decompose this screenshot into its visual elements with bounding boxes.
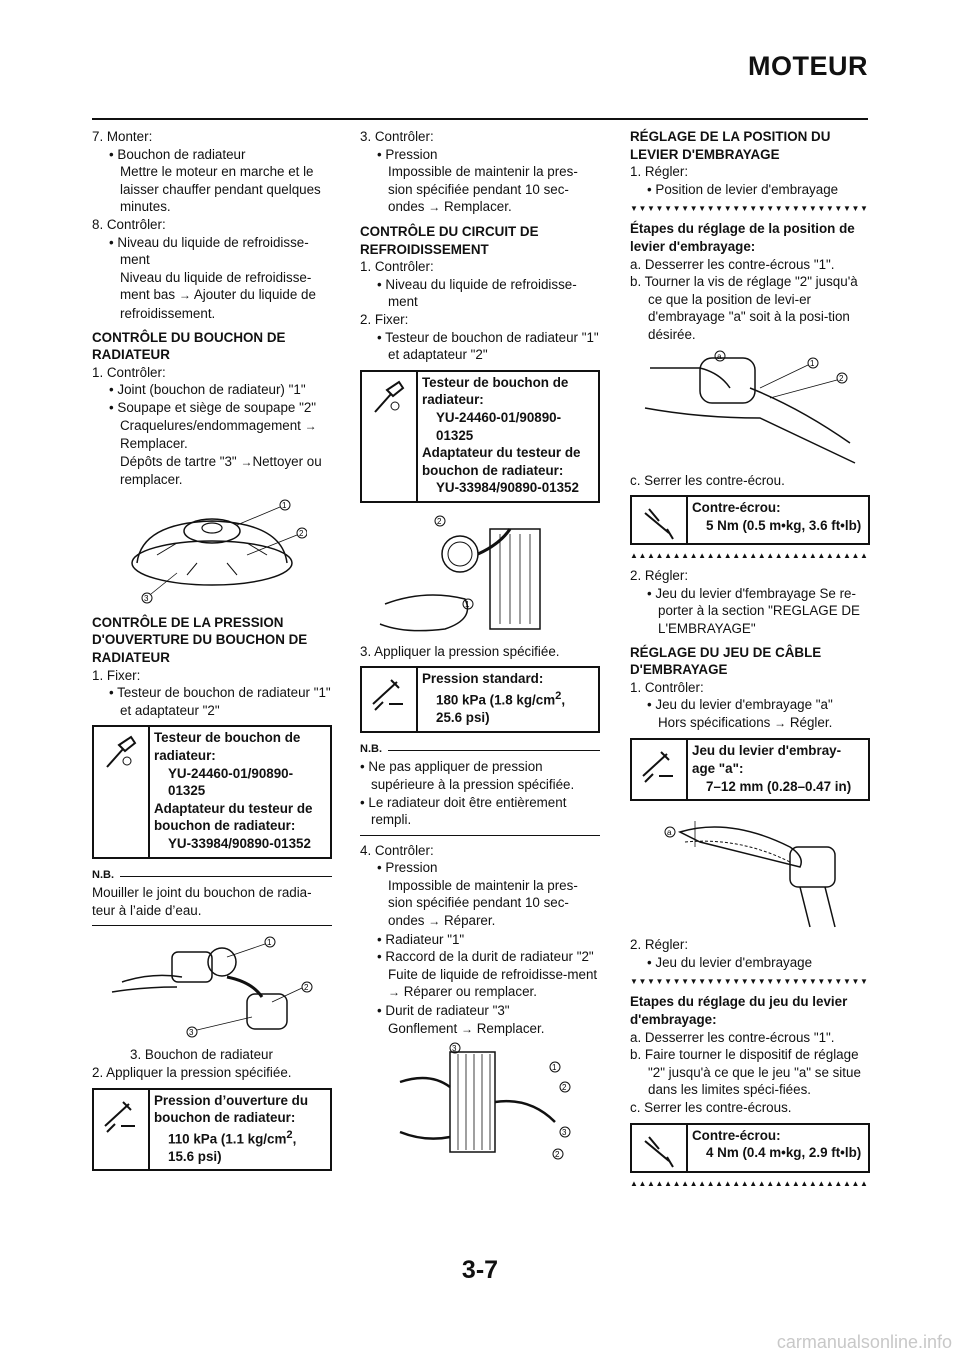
arrow-icon: →	[428, 914, 441, 929]
bullet: • Raccord de la durit de radiateur "2"	[377, 949, 594, 965]
step-2: 2. Régler:	[630, 568, 689, 584]
svg-text:1: 1	[282, 500, 287, 510]
torque-spec-box	[630, 495, 870, 545]
text: Dépôts de tartre "3" →Nettoyer ou remplacer.	[120, 453, 322, 488]
step-2: 2. Régler:	[630, 937, 689, 953]
box-label: Contre-écrou:	[692, 500, 781, 516]
svg-text:2: 2	[304, 983, 309, 993]
header-rule	[92, 118, 868, 120]
torque-spec-box	[360, 666, 600, 732]
column-3	[630, 128, 870, 1195]
tool-icon	[94, 727, 150, 856]
bullet: • Niveau du liquide de refroidisse-ment	[377, 276, 577, 310]
step-1: 1. Fixer:	[92, 667, 141, 683]
section-heading: CONTRÔLE DU CIRCUIT DE REFROIDISSEMENT	[360, 223, 539, 257]
wrench-icon	[362, 668, 418, 730]
bullet: • Testeur de bouchon de radiateur "1" et adaptateur "2"	[377, 329, 599, 363]
box-value: 110 kPa (1.1 $kg/cm^2$, 15.6 psi)	[168, 1128, 297, 1164]
torque-spec-box	[92, 1088, 332, 1172]
bullet: • Soupape et siège de soupape "2"	[109, 399, 317, 415]
torque-spec-box	[630, 1123, 870, 1173]
svg-text:a: a	[667, 828, 672, 838]
svg-text:1: 1	[552, 1063, 557, 1073]
step-8: 8. Contrôler:	[92, 216, 166, 232]
arrow-icon: →	[240, 454, 253, 469]
arrow-icon: →	[774, 715, 787, 730]
text: Mettre le moteur en marche et le laisser chauffer pendant quelques minutes.	[120, 164, 321, 215]
box-value: 180 kPa (1.8 $kg/cm^2$, 25.6 psi)	[436, 690, 566, 726]
svg-text:2: 2	[555, 1150, 560, 1160]
note-label: N.B.	[92, 868, 114, 881]
bullet: • Jeu du levier d'embrayage "a"	[647, 697, 833, 713]
column-1	[92, 128, 332, 1177]
text: Fuite de liquide de refroidisse-ment → Réparer ou remplacer.	[388, 966, 598, 1000]
step-2: 2. Fixer:	[360, 311, 409, 327]
section-heading: RÉGLAGE DU JEU DE CÂBLE D'EMBRAYAGE	[630, 644, 822, 678]
svg-text:2: 2	[839, 373, 844, 383]
page-header-title: MOTEUR	[748, 51, 868, 81]
note-text: • Le radiateur doit être entièrement rempli.	[360, 794, 567, 828]
box-value: YU-24460-01/90890-01325	[436, 409, 562, 443]
arrow-icon: →	[178, 288, 191, 303]
arrow-icon: →	[428, 200, 441, 215]
note-text: • Ne pas appliquer de pression supérieure à la pression spécifiée.	[360, 759, 575, 792]
page-number: 3-7	[461, 1256, 499, 1284]
steps-start-marker: ▼▼▼▼▼▼▼▼▼▼▼▼▼▼▼▼▼▼▼▼▼▼▼▼▼▼▼▼	[630, 204, 869, 214]
box-value: 7–12 mm (0.28–0.47 in)	[706, 778, 852, 794]
clutch-lever-position-figure	[640, 348, 860, 468]
section-heading: CONTRÔLE DE LA PRESSION D'OUVERTURE DU BOUCHON DE RADIATEUR	[92, 614, 308, 666]
caption: 3. Bouchon de radiateur	[130, 1047, 273, 1063]
radiator-cap-figure	[117, 493, 307, 608]
note-text: Mouiller le joint du bouchon de radia-teur à l’aide d’eau.	[92, 885, 312, 918]
box-label: Testeur de bouchon de radiateur:	[154, 730, 301, 764]
step-7: 7. Monter:	[92, 129, 153, 144]
sub-step: a. Desserrer les contre-écrous "1".	[630, 1029, 835, 1045]
box-value: YU-24460-01/90890-01325	[168, 765, 294, 799]
note-block	[360, 741, 600, 836]
box-value: YU-33984/90890-01352	[168, 836, 311, 851]
arrow-icon: →	[460, 1021, 473, 1036]
steps-start-marker: ▼▼▼▼▼▼▼▼▼▼▼▼▼▼▼▼▼▼▼▼▼▼▼▼▼▼▼▼	[630, 977, 869, 987]
bullet: • Durit de radiateur "3"	[377, 1003, 510, 1019]
box-label: Jeu du levier d'embray-age "a":	[692, 743, 842, 777]
sub-step: b. Faire tourner le dispositif de réglage "2" jusqu'à ce que le jeu "a" se situe dans les limites spéci-fiées.	[630, 1047, 861, 1098]
step-4: 4. Contrôler:	[360, 842, 434, 858]
text: Niveau du liquide de refroidisse-ment bas → Ajouter du liquide de refroidissement.	[120, 269, 316, 321]
tool-spec-box	[92, 725, 332, 858]
column-2	[360, 128, 600, 1166]
step-3: 3. Contrôler:	[360, 129, 434, 144]
section-heading: CONTRÔLE DU BOUCHON DE RADIATEUR	[92, 329, 286, 363]
watermark: carmanualsonline.info	[776, 1332, 952, 1353]
tool-spec-box	[360, 370, 600, 503]
sub-step: c. Serrer les contre-écrous.	[630, 1100, 792, 1115]
sub-step: c. Serrer les contre-écrou.	[630, 472, 785, 488]
step-3: 3. Appliquer la pression spécifiée.	[360, 643, 560, 659]
svg-text:3: 3	[452, 1044, 457, 1054]
svg-text:3: 3	[189, 1028, 194, 1038]
box-value: YU-33984/90890-01352	[436, 480, 579, 496]
wrench-icon	[632, 1125, 688, 1171]
svg-text:1: 1	[810, 358, 815, 368]
sub-step: a. Desserrer les contre-écrous "1".	[630, 256, 835, 272]
text: Impossible de maintenir la pres-sion spécifiée pendant 10 sec-ondes → Réparer.	[388, 877, 578, 929]
svg-text:3: 3	[144, 593, 149, 603]
step-1: 1. Contrôler:	[92, 364, 166, 380]
box-label: Testeur de bouchon de radiateur:	[422, 374, 569, 408]
box-value: 5 Nm (0.5 m•kg, 3.6 ft•lb)	[706, 517, 862, 533]
bullet: • Joint (bouchon de radiateur) "1"	[109, 382, 306, 398]
svg-text:1: 1	[267, 938, 272, 948]
bullet: • Bouchon de radiateur	[109, 146, 246, 162]
cap-tester-figure	[102, 932, 322, 1042]
clutch-lever-play-figure	[640, 807, 860, 932]
bullet: • Radiateur "1"	[377, 931, 465, 947]
arrow-icon: →	[304, 418, 317, 433]
bullet: • Niveau du liquide de refroidisse-ment	[109, 234, 309, 268]
torque-spec-box	[630, 738, 870, 801]
svg-text:a: a	[717, 351, 722, 361]
box-value: 4 Nm (0.4 m•kg, 2.9 ft•lb)	[706, 1145, 862, 1161]
svg-text:2: 2	[299, 528, 304, 538]
wrench-icon	[632, 497, 688, 543]
pressure-test-figure	[365, 509, 595, 639]
step-1: 1. Contrôler:	[360, 259, 434, 275]
bullet: • Jeu du levier d'embrayage	[647, 954, 813, 970]
note-block	[92, 867, 332, 927]
section-heading: RÉGLAGE DE LA POSITION DU LEVIER D'EMBRAYAGE	[630, 129, 831, 162]
text: Impossible de maintenir la pres-sion spécifiée pendant 10 sec-ondes → Remplacer.	[388, 164, 578, 215]
wrench-icon	[632, 740, 688, 799]
box-label: Pression standard:	[422, 671, 544, 687]
arrow-icon: →	[388, 985, 400, 1000]
sub-step: b. Tourner la vis de réglage "2" jusqu'à ce que la position de levi-er d'embrayage "a" soit à la posi-tion désirée.	[630, 274, 858, 342]
steps-end-marker: ▲▲▲▲▲▲▲▲▲▲▲▲▲▲▲▲▲▲▲▲▲▲▲▲▲▲▲▲	[630, 1178, 869, 1188]
svg-text:1: 1	[465, 599, 470, 609]
procedure-heading: Étapes du réglage de la position de levier d'embrayage:	[630, 221, 855, 254]
procedure-heading: Etapes du réglage du jeu du levier d'embrayage:	[630, 994, 848, 1028]
bullet: • Pression	[377, 146, 438, 162]
box-label: Contre-écrou:	[692, 1127, 781, 1143]
steps-end-marker: ▲▲▲▲▲▲▲▲▲▲▲▲▲▲▲▲▲▲▲▲▲▲▲▲▲▲▲▲	[630, 551, 869, 561]
wrench-icon	[94, 1090, 150, 1170]
box-label: Pression d’ouverture du bouchon de radiateur:	[154, 1092, 309, 1126]
bullet: • Position de levier d'embrayage	[647, 181, 839, 197]
svg-text:2: 2	[437, 516, 442, 526]
bullet: • Pression	[377, 860, 438, 876]
box-label: Adaptateur du testeur de bouchon de radiateur:	[422, 445, 581, 478]
bullet: • Testeur de bouchon de radiateur "1" et adaptateur "2"	[109, 685, 331, 718]
text: Hors spécifications → Régler.	[658, 714, 833, 730]
text: Craquelures/endommagement → Remplacer.	[120, 417, 317, 452]
note-label: N.B.	[360, 742, 382, 755]
radiator-figure	[380, 1042, 580, 1162]
step-2: 2. Appliquer la pression spécifiée.	[92, 1064, 292, 1080]
step-1: 1. Contrôler:	[630, 679, 704, 695]
box-label: Adaptateur du testeur de bouchon de radiateur:	[154, 800, 313, 834]
svg-text:3: 3	[562, 1128, 567, 1138]
tool-icon	[362, 372, 418, 501]
bullet: • Jeu du levier d'fembrayage Se re-porter à la section "REGLAGE DE L'EMBRAYAGE"	[647, 585, 860, 636]
text: Gonflement → Remplacer.	[388, 1020, 545, 1036]
svg-text:2: 2	[562, 1083, 567, 1093]
step-1: 1. Régler:	[630, 164, 689, 180]
